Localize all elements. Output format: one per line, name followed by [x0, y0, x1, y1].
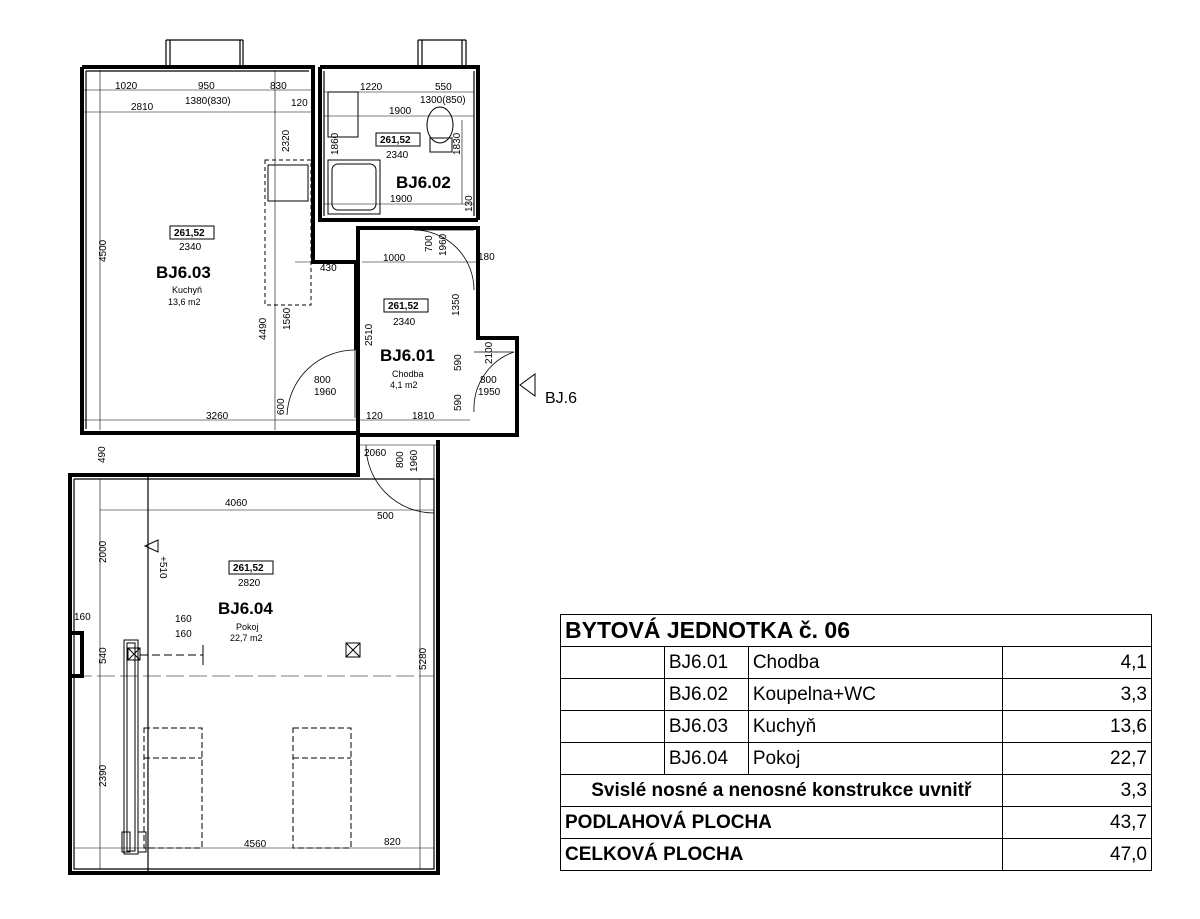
room-height-bj601: 2340 — [393, 317, 416, 328]
blank-cell — [561, 647, 665, 679]
entrance-label: BJ.6 — [545, 390, 578, 407]
blank-cell — [561, 743, 665, 775]
room-id-bj601: BJ6.01 — [380, 346, 435, 365]
level-mark-bj601: 261,52 — [388, 301, 419, 312]
room-name: Kuchyň — [748, 711, 1002, 743]
level-mark-bj604: 261,52 — [233, 563, 264, 574]
room-id-bj603: BJ6.03 — [156, 263, 211, 282]
dim-text: 800 — [314, 375, 331, 386]
room-area: 4,1 — [1002, 647, 1151, 679]
dim-text: 2000 — [98, 540, 109, 563]
dim-text: 180 — [478, 252, 495, 263]
floor-area-label: PODLAHOVÁ PLOCHA — [561, 807, 1003, 839]
room-name: Pokoj — [748, 743, 1002, 775]
dim-text: 160 — [175, 629, 192, 640]
room-code: BJ6.03 — [664, 711, 748, 743]
total-area-value: 47,0 — [1002, 839, 1151, 871]
area-summary-table — [560, 614, 1152, 871]
dim-text: 550 — [435, 82, 452, 93]
room-code: BJ6.04 — [664, 743, 748, 775]
dim-text: 2100 — [484, 341, 495, 364]
table-title: BYTOVÁ JEDNOTKA č. 06 — [561, 615, 1152, 647]
dim-text: 120 — [366, 411, 383, 422]
room-area-bj603: 13,6 m2 — [168, 297, 201, 307]
room-area: 3,3 — [1002, 679, 1151, 711]
dim-text: 1560 — [282, 307, 293, 330]
room-height-bj602: 2340 — [386, 150, 409, 161]
dim-text: 500 — [377, 511, 394, 522]
entrance-arrow-icon — [520, 374, 535, 396]
dim-text: 1350 — [451, 293, 462, 316]
dim-text: 4490 — [258, 317, 269, 340]
dim-text: 950 — [198, 81, 215, 92]
dim-text: 1220 — [360, 82, 383, 93]
table-row — [561, 679, 1152, 711]
dim-text: 600 — [276, 398, 287, 415]
dim-text: 130 — [464, 195, 475, 212]
table-row — [561, 743, 1152, 775]
dim-text: 1900 — [389, 106, 412, 117]
structures-row — [561, 775, 1152, 807]
dim-text: 800 — [395, 451, 406, 468]
room-area: 13,6 — [1002, 711, 1151, 743]
dim-text: 820 — [384, 837, 401, 848]
dim-text: 2060 — [364, 448, 387, 459]
dim-text: 590 — [453, 394, 464, 411]
room-area-bj601: 4,1 m2 — [390, 380, 418, 390]
dim-text: 4560 — [244, 839, 267, 850]
dim-text: 2810 — [131, 102, 154, 113]
dim-text: 4060 — [225, 498, 248, 509]
room-area: 22,7 — [1002, 743, 1151, 775]
dim-text: 1000 — [383, 253, 406, 264]
blank-cell — [561, 679, 665, 711]
dim-text: 120 — [291, 98, 308, 109]
dim-text: 1830 — [452, 132, 463, 155]
room-id-bj604: BJ6.04 — [218, 599, 273, 618]
room-code: BJ6.01 — [664, 647, 748, 679]
room-name-bj603: Kuchyň — [172, 285, 203, 295]
room-height-bj604: 2820 — [238, 578, 261, 589]
dim-text: 800 — [480, 375, 497, 386]
dim-text: 490 — [97, 446, 108, 463]
room-code: BJ6.02 — [664, 679, 748, 711]
dim-text: 160 — [74, 612, 91, 623]
table-title-row — [561, 615, 1152, 647]
spot-height: +510 — [157, 556, 168, 579]
room-area-bj604: 22,7 m2 — [230, 633, 263, 643]
dim-text: 1020 — [115, 81, 138, 92]
dim-text: 1900 — [390, 194, 413, 205]
dim-text: 830 — [270, 81, 287, 92]
dim-text: 4500 — [98, 239, 109, 262]
dim-text: 3260 — [206, 411, 229, 422]
dim-text: 1960 — [409, 449, 420, 472]
dim-text: 1810 — [412, 411, 435, 422]
dim-text: 1300(850) — [420, 95, 466, 106]
structures-label: Svislé nosné a nenosné konstrukce uvnitř — [561, 775, 1003, 807]
room-height-bj603: 2340 — [179, 242, 202, 253]
level-mark-bj603: 261,52 — [174, 228, 205, 239]
dim-text: 430 — [320, 263, 337, 274]
structures-value: 3,3 — [1002, 775, 1151, 807]
table-row — [561, 711, 1152, 743]
dim-text: 540 — [98, 647, 109, 664]
room-name: Koupelna+WC — [748, 679, 1002, 711]
dim-text: 2510 — [364, 323, 375, 346]
table-row — [561, 647, 1152, 679]
dim-text: 590 — [453, 354, 464, 371]
dim-text: 1960 — [438, 233, 449, 256]
dim-text: 1860 — [330, 132, 341, 155]
floor-area-row — [561, 807, 1152, 839]
dim-text: 1960 — [314, 387, 337, 398]
floor-area-value: 43,7 — [1002, 807, 1151, 839]
room-name-bj604: Pokoj — [236, 622, 259, 632]
total-area-row — [561, 839, 1152, 871]
dim-text: 1380(830) — [185, 96, 231, 107]
room-name: Chodba — [748, 647, 1002, 679]
dim-text: 700 — [424, 235, 435, 252]
dim-text: 1950 — [478, 387, 501, 398]
dim-text: 2390 — [98, 764, 109, 787]
total-area-label: CELKOVÁ PLOCHA — [561, 839, 1003, 871]
dim-text: 2320 — [281, 129, 292, 152]
level-mark-bj602: 261,52 — [380, 135, 411, 146]
room-id-bj602: BJ6.02 — [396, 173, 451, 192]
dim-text: 160 — [175, 614, 192, 625]
blank-cell — [561, 711, 665, 743]
dim-text: 5280 — [418, 647, 429, 670]
room-name-bj601: Chodba — [392, 369, 424, 379]
